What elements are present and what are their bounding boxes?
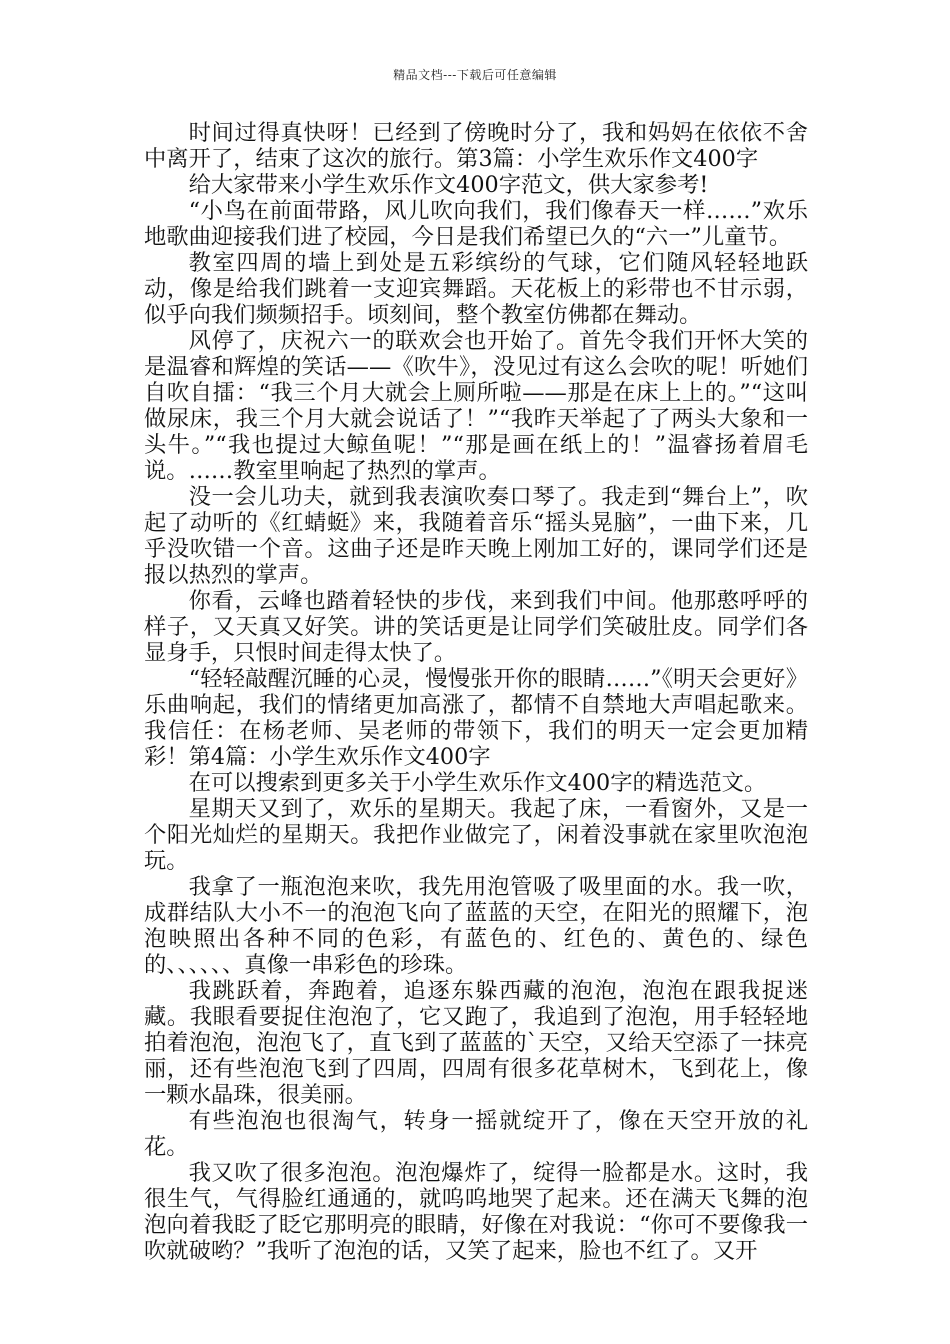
paragraph: 我跳跃着，奔跑着，追逐东躲西藏的泡泡，泡泡在跟我捉迷藏。我眼看要捉住泡泡了，它又跑了，我追到了泡泡，用手轻轻地拍着泡泡，泡泡飞了，直飞到了蓝蓝的`天空，又给天空添了一抹亮丽，还有些泡泡飞到了四周，四周有很多花草树木，飞到花上，像一颗水晶珠，很美丽。 [144,978,808,1108]
paragraph: 我拿了一瓶泡泡来吹，我先用泡管吸了吸里面的水。我一吹，成群结队大小不一的泡泡飞向了蓝蓝的天空，在阳光的照耀下，泡泡映照出各种不同的色彩，有蓝色的、红色的、黄色的、绿色的、、、、、、真像一串彩色的珍珠。 [144,874,808,978]
page-header: 精品文档---下载后可任意编辑 [393,68,557,82]
paragraph: 风停了，庆祝六一的联欢会也开始了。首先令我们开怀大笑的是温睿和辉煌的笑话——《吹牛》，没见过有这么会吹的呢！听她们自吹自擂：“我三个月大就会上厕所啦——那是在床上上的。”“这叫做尿床，我三个月大就会说话了！”“我昨天举起了了两头大象和一头牛。”“我也提过大鲸鱼呢！”“那是画在纸上的！”温睿扬着眉毛说。……教室里响起了热烈的掌声。 [144,328,808,484]
paragraph: 没一会儿功夫，就到我表演吹奏口琴了。我走到“舞台上”，吹起了动听的《红蜻蜓》来，我随着音乐“摇头晃脑”，一曲下来，几乎没吹错一个音。这曲子还是昨天晚上刚加工好的，课同学们还是报以热烈的掌声。 [144,484,808,588]
paragraph: 时间过得真快呀！已经到了傍晚时分了，我和妈妈在依依不舍中离开了，结束了这次的旅行。第3篇：小学生欢乐作文400字 [144,120,808,172]
paragraph: 有些泡泡也很淘气，转身一摇就绽开了，像在天空开放的礼花。 [144,1108,808,1160]
paragraph: “小鸟在前面带路，风儿吹向我们，我们像春天一样……”欢乐地歌曲迎接我们进了校园，今日是我们希望已久的“六一”儿童节。 [144,198,808,250]
paragraph: 教室四周的墙上到处是五彩缤纷的气球，它们随风轻轻地跃动，像是给我们跳着一支迎宾舞蹈。天花板上的彩带也不甘示弱，似乎向我们频频招手。顷刻间，整个教室仿佛都在舞动。 [144,250,808,328]
paragraph: 星期天又到了，欢乐的星期天。我起了床，一看窗外，又是一个阳光灿烂的星期天。我把作业做完了，闲着没事就在家里吹泡泡玩。 [144,796,808,874]
paragraph: 在可以搜索到更多关于小学生欢乐作文400字的精选范文。 [188,770,767,796]
paragraph: 你看，云峰也踏着轻快的步伐，来到我们中间。他那憨呼呼的样子，又天真又好笑。讲的笑话更是让同学们笑破肚皮。同学们各显身手，只恨时间走得太快了。 [144,588,808,666]
paragraph: 给大家带来小学生欢乐作文400字范文，供大家参考! [188,172,709,198]
document-body [144,120,808,1264]
paragraph: “轻轻敲醒沉睡的心灵，慢慢张开你的眼睛……”《明天会更好》乐曲响起，我们的情绪更加高涨了，都情不自禁地大声唱起歌来。我信任：在杨老师、吴老师的带领下，我们的明天一定会更加精彩！第4篇：小学生欢乐作文400字 [144,666,808,770]
paragraph: 我又吹了很多泡泡。泡泡爆炸了，绽得一脸都是水。这时，我很生气，气得脸红通通的，就呜呜地哭了起来。还在满天飞舞的泡泡向着我眨了眨它那明亮的眼睛，好像在对我说：“你可不要像我一吹就破哟？”我听了泡泡的话，又笑了起来，脸也不红了。又开 [144,1160,808,1264]
